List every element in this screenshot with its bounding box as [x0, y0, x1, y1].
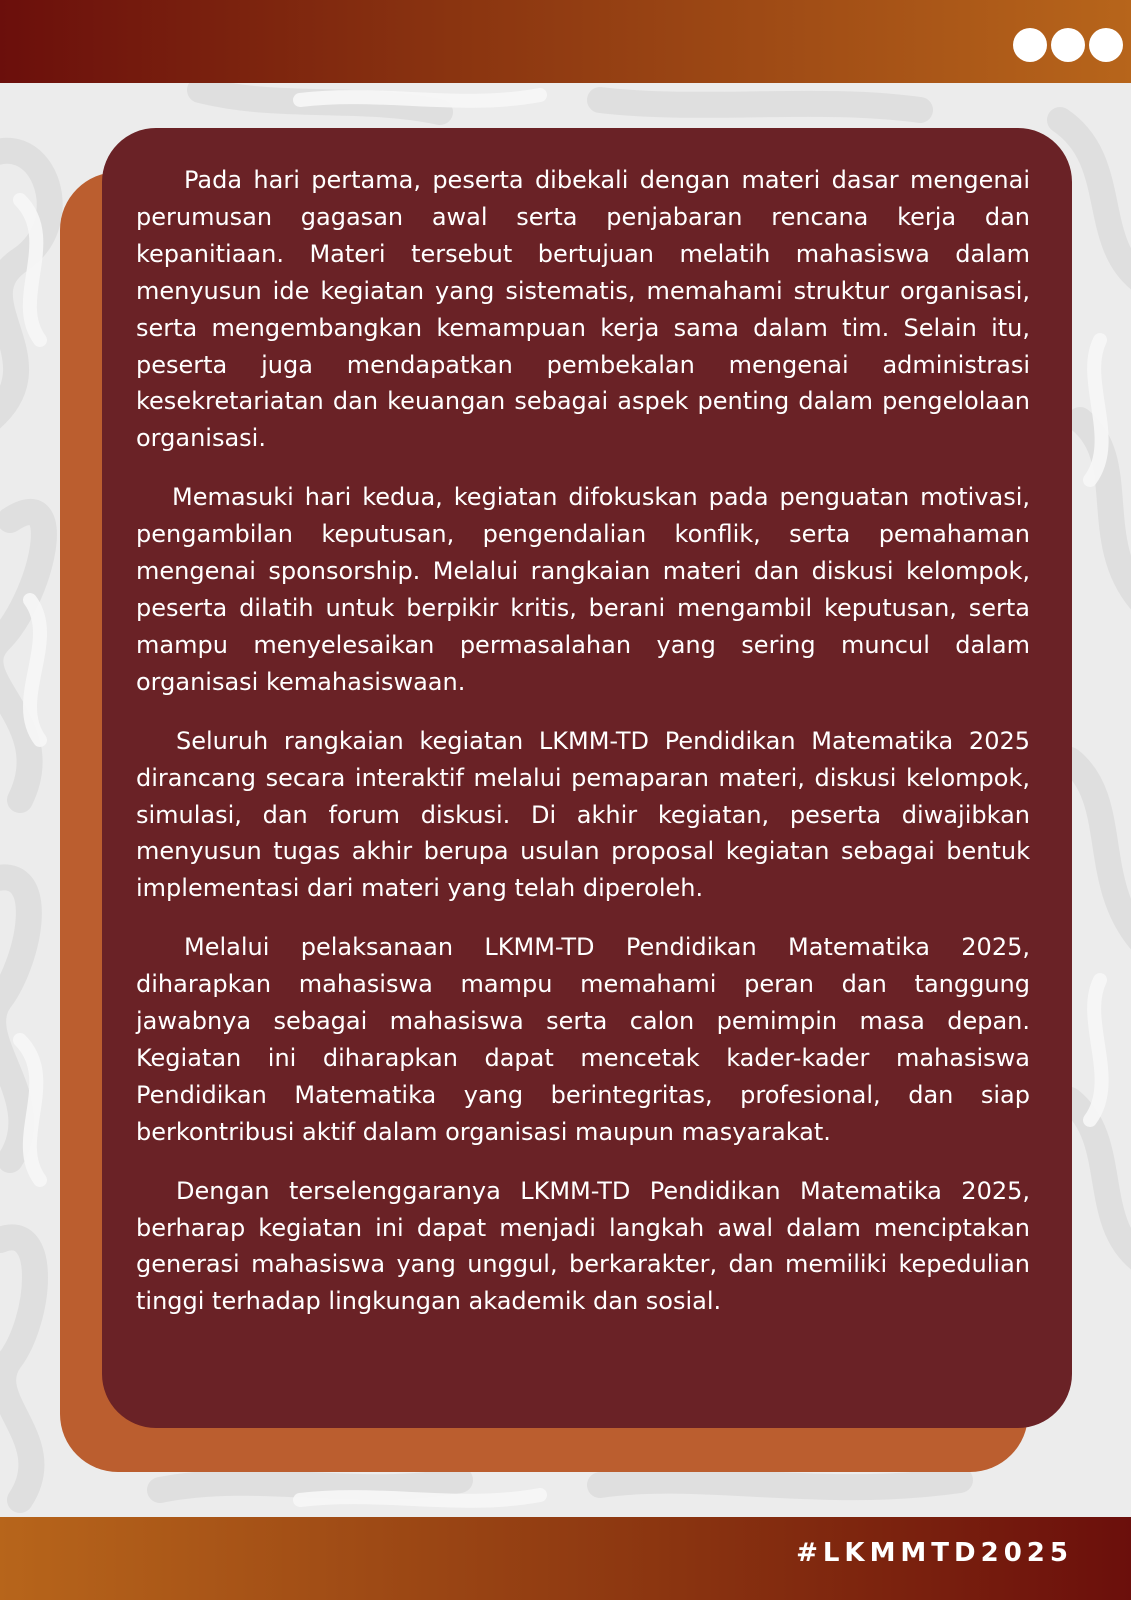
article-body [136, 162, 1030, 1342]
dots-decoration [1013, 28, 1123, 62]
paragraph-closing: Dengan terselenggaranya LKMM-TD Pendidikan Matematika 2025, berharap kegiatan ini dapat menjadi langkah awal dalam menciptakan generasi mahasiswa yang unggul, berkarakter, dan memiliki kepedulian tinggi terhadap lingkungan akademik dan sosial. [136, 1176, 1030, 1316]
hashtag-label: #LKMMTD2025 [796, 1538, 1073, 1568]
paragraph-expectations: Melalui pelaksanaan LKMM-TD Pendidikan Matematika 2025, diharapkan mahasiswa mampu memahami peran dan tanggung jawabnya sebagai mahasiswa serta calon pemimpin masa depan. Kegiatan ini diharapkan dapat mencetak kader-kader mahasiswa Pendidikan Matematika yang berintegritas, profesional, dan siap berkontribusi aktif dalam organisasi maupun masyarakat. [136, 933, 1030, 1146]
paragraph-activities: Seluruh rangkaian kegiatan LKMM-TD Pendidikan Matematika 2025 dirancang secara interaktif melalui pemaparan materi, diskusi kelompok, simulasi, dan forum diskusi. Di akhir kegiatan, peserta diwajibkan menyusun tugas akhir berupa usulan proposal kegiatan sebagai bentuk implementasi dari materi yang telah diperoleh. [136, 726, 1030, 903]
dot-icon [1013, 28, 1047, 62]
dot-icon [1089, 28, 1123, 62]
paragraph-day-one: Pada hari pertama, peserta dibekali dengan materi dasar mengenai perumusan gagasan awal serta penjabaran rencana kerja dan kepanitiaan. Materi tersebut bertujuan melatih mahasiswa dalam menyusun ide kegiatan yang sistematis, memahami struktur organisasi, serta mengembangkan kemampuan kerja sama dalam tim. Selain itu, peserta juga mendapatkan pembekalan mengenai administrasi kesekretariatan dan keuangan sebagai aspek penting dalam pengelolaan organisasi. [136, 166, 1030, 453]
paragraph-day-two: Memasuki hari kedua, kegiatan difokuskan pada penguatan motivasi, pengambilan keputusan, pengendalian konflik, serta pemahaman mengenai sponsorship. Melalui rangkaian materi dan diskusi kelompok, peserta dilatih untuk berpikir kritis, berani mengambil keputusan, serta mampu menyelesaikan permasalahan yang sering muncul dalam organisasi kemahasiswaan. [136, 483, 1030, 696]
dot-icon [1051, 28, 1085, 62]
header-bar [0, 0, 1131, 83]
